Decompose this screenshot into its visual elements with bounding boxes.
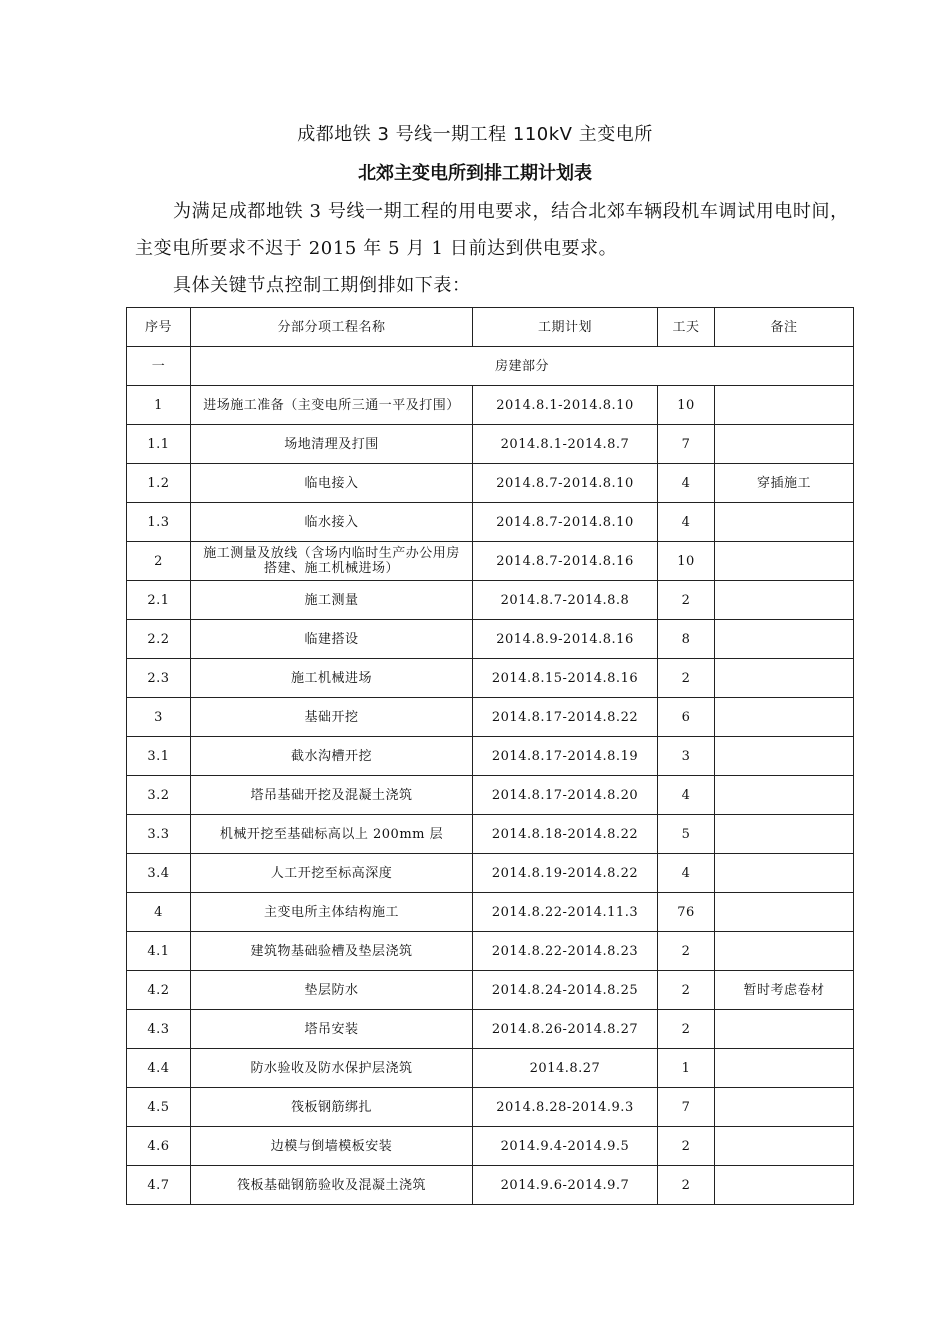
table-row	[127, 503, 854, 542]
table-row	[127, 1127, 854, 1166]
table-row	[127, 698, 854, 737]
row-note-cell: 穿插施工	[715, 464, 854, 503]
row-plan-cell: 2014.8.7-2014.8.10	[473, 464, 658, 503]
section-label: 房建部分	[191, 347, 854, 386]
header-plan: 工期计划	[473, 308, 658, 347]
row-plan-cell: 2014.9.4-2014.9.5	[473, 1127, 658, 1166]
row-plan-cell: 2014.8.18-2014.8.22	[473, 815, 658, 854]
row-name-cell: 基础开挖	[191, 698, 473, 737]
table-row	[127, 542, 854, 581]
row-days-cell: 7	[658, 1088, 715, 1127]
row-note-cell	[715, 698, 854, 737]
document-subtitle: 北郊主变电所到排工期计划表	[358, 163, 592, 184]
row-days-cell: 2	[658, 1166, 715, 1205]
table-header-row	[127, 308, 854, 347]
row-plan-cell: 2014.8.22-2014.8.23	[473, 932, 658, 971]
row-seq-cell: 4.7	[127, 1166, 191, 1205]
row-name-cell: 场地清理及打围	[191, 425, 473, 464]
table-row	[127, 932, 854, 971]
row-name-cell: 建筑物基础验槽及垫层浇筑	[191, 932, 473, 971]
row-days-cell: 7	[658, 425, 715, 464]
row-note-cell	[715, 776, 854, 815]
table-row	[127, 737, 854, 776]
row-days-cell: 6	[658, 698, 715, 737]
row-name-cell: 施工测量及放线（含场内临时生产办公用房搭建、施工机械进场）	[191, 542, 473, 581]
schedule-table	[126, 307, 854, 1205]
row-days-cell: 8	[658, 620, 715, 659]
row-seq-cell: 1.3	[127, 503, 191, 542]
row-seq-cell: 4.4	[127, 1049, 191, 1088]
header-seq: 序号	[127, 308, 191, 347]
row-days-cell: 10	[658, 386, 715, 425]
table-row	[127, 1166, 854, 1205]
row-plan-cell: 2014.8.1-2014.8.7	[473, 425, 658, 464]
row-note-cell	[715, 581, 854, 620]
row-name-cell: 垫层防水	[191, 971, 473, 1010]
row-name-cell: 临电接入	[191, 464, 473, 503]
section-row	[127, 347, 854, 386]
row-seq-cell: 3.1	[127, 737, 191, 776]
table-row	[127, 581, 854, 620]
row-note-cell	[715, 737, 854, 776]
row-note-cell	[715, 386, 854, 425]
row-name-cell: 截水沟槽开挖	[191, 737, 473, 776]
row-plan-cell: 2014.8.15-2014.8.16	[473, 659, 658, 698]
row-plan-cell: 2014.8.9-2014.8.16	[473, 620, 658, 659]
table-row	[127, 971, 854, 1010]
row-plan-cell: 2014.8.27	[473, 1049, 658, 1088]
row-name-cell: 塔吊安装	[191, 1010, 473, 1049]
row-seq-cell: 1	[127, 386, 191, 425]
row-note-cell: 暂时考虑卷材	[715, 971, 854, 1010]
row-plan-cell: 2014.8.24-2014.8.25	[473, 971, 658, 1010]
row-note-cell	[715, 1010, 854, 1049]
row-name-cell: 边模与倒墙模板安装	[191, 1127, 473, 1166]
row-days-cell: 10	[658, 542, 715, 581]
row-seq-cell: 2.3	[127, 659, 191, 698]
header-note: 备注	[715, 308, 854, 347]
section-seq: 一	[127, 347, 191, 386]
row-days-cell: 2	[658, 1127, 715, 1166]
row-plan-cell: 2014.9.6-2014.9.7	[473, 1166, 658, 1205]
table-row	[127, 425, 854, 464]
table-row	[127, 620, 854, 659]
row-seq-cell: 3.4	[127, 854, 191, 893]
row-days-cell: 2	[658, 659, 715, 698]
row-plan-cell: 2014.8.7-2014.8.8	[473, 581, 658, 620]
row-name-cell: 临水接入	[191, 503, 473, 542]
row-name-cell: 筏板钢筋绑扎	[191, 1088, 473, 1127]
row-note-cell	[715, 854, 854, 893]
row-plan-cell: 2014.8.22-2014.11.3	[473, 893, 658, 932]
row-seq-cell: 4.1	[127, 932, 191, 971]
row-days-cell: 76	[658, 893, 715, 932]
row-note-cell	[715, 815, 854, 854]
row-plan-cell: 2014.8.28-2014.9.3	[473, 1088, 658, 1127]
row-days-cell: 3	[658, 737, 715, 776]
table-row	[127, 464, 854, 503]
row-plan-cell: 2014.8.26-2014.8.27	[473, 1010, 658, 1049]
row-note-cell	[715, 503, 854, 542]
row-seq-cell: 4.6	[127, 1127, 191, 1166]
row-seq-cell: 1.1	[127, 425, 191, 464]
row-note-cell	[715, 659, 854, 698]
row-days-cell: 4	[658, 503, 715, 542]
row-seq-cell: 4.3	[127, 1010, 191, 1049]
table-row	[127, 893, 854, 932]
row-seq-cell: 2	[127, 542, 191, 581]
table-row	[127, 815, 854, 854]
table-row	[127, 1088, 854, 1127]
row-seq-cell: 4.2	[127, 971, 191, 1010]
row-note-cell	[715, 620, 854, 659]
row-name-cell: 主变电所主体结构施工	[191, 893, 473, 932]
row-seq-cell: 2.1	[127, 581, 191, 620]
row-note-cell	[715, 1127, 854, 1166]
header-days: 工天	[658, 308, 715, 347]
row-days-cell: 4	[658, 464, 715, 503]
row-name-cell: 防水验收及防水保护层浇筑	[191, 1049, 473, 1088]
row-name-cell: 施工测量	[191, 581, 473, 620]
row-plan-cell: 2014.8.19-2014.8.22	[473, 854, 658, 893]
header-name: 分部分项工程名称	[191, 308, 473, 347]
row-days-cell: 4	[658, 776, 715, 815]
row-seq-cell: 3.3	[127, 815, 191, 854]
row-name-cell: 施工机械进场	[191, 659, 473, 698]
row-name-cell: 进场施工准备（主变电所三通一平及打围）	[191, 386, 473, 425]
row-seq-cell: 1.2	[127, 464, 191, 503]
table-row	[127, 1010, 854, 1049]
row-plan-cell: 2014.8.1-2014.8.10	[473, 386, 658, 425]
row-name-cell: 人工开挖至标高深度	[191, 854, 473, 893]
row-name-cell: 临建搭设	[191, 620, 473, 659]
row-days-cell: 1	[658, 1049, 715, 1088]
row-note-cell	[715, 1166, 854, 1205]
document-title: 成都地铁 3 号线一期工程 110kV 主变电所	[297, 124, 653, 145]
row-note-cell	[715, 932, 854, 971]
intro-paragraph: 为满足成都地铁 3 号线一期工程的用电要求，结合北郊车辆段机车调试用电时间，主变电所要求不迟于 2015 年 5 月 1 日前达到供电要求。	[135, 201, 849, 259]
row-days-cell: 2	[658, 932, 715, 971]
row-name-cell: 塔吊基础开挖及混凝土浇筑	[191, 776, 473, 815]
table-intro: 具体关键节点控制工期倒排如下表：	[173, 275, 471, 296]
row-seq-cell: 3.2	[127, 776, 191, 815]
row-plan-cell: 2014.8.17-2014.8.19	[473, 737, 658, 776]
table-row	[127, 659, 854, 698]
row-days-cell: 2	[658, 1010, 715, 1049]
row-days-cell: 2	[658, 971, 715, 1010]
row-note-cell	[715, 1049, 854, 1088]
table-row	[127, 386, 854, 425]
row-seq-cell: 4	[127, 893, 191, 932]
row-days-cell: 2	[658, 581, 715, 620]
table-row	[127, 854, 854, 893]
table-row	[127, 776, 854, 815]
row-days-cell: 4	[658, 854, 715, 893]
table-row	[127, 1049, 854, 1088]
row-note-cell	[715, 893, 854, 932]
row-note-cell	[715, 1088, 854, 1127]
row-seq-cell: 2.2	[127, 620, 191, 659]
row-plan-cell: 2014.8.17-2014.8.20	[473, 776, 658, 815]
row-seq-cell: 4.5	[127, 1088, 191, 1127]
row-name-cell: 机械开挖至基础标高以上 200mm 层	[191, 815, 473, 854]
row-plan-cell: 2014.8.7-2014.8.16	[473, 542, 658, 581]
row-note-cell	[715, 542, 854, 581]
row-note-cell	[715, 425, 854, 464]
row-days-cell: 5	[658, 815, 715, 854]
row-seq-cell: 3	[127, 698, 191, 737]
row-plan-cell: 2014.8.17-2014.8.22	[473, 698, 658, 737]
row-plan-cell: 2014.8.7-2014.8.10	[473, 503, 658, 542]
row-name-cell: 筏板基础钢筋验收及混凝土浇筑	[191, 1166, 473, 1205]
